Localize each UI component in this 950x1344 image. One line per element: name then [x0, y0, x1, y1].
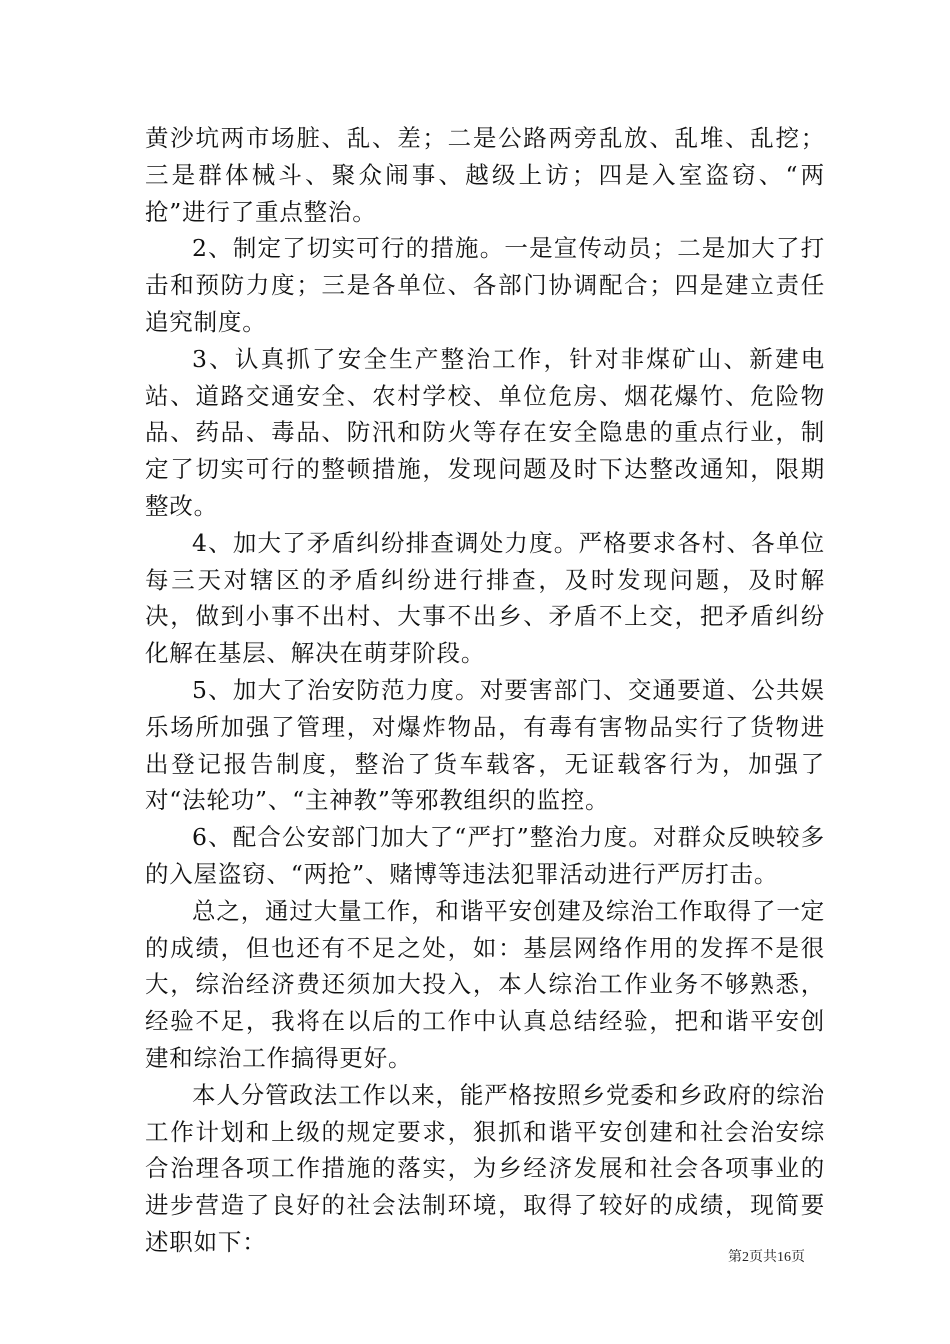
- page-footer: [728, 1248, 805, 1267]
- paragraph: 黄沙坑两市场脏、乱、差；二是公路两旁乱放、乱堆、乱挖；三是群体械斗、聚众闹事、越级上访；四是入室盗窃、“两抢”进行了重点整治。: [145, 124, 825, 226]
- page-total: 16: [777, 1250, 791, 1265]
- paragraph: 本人分管政法工作以来，能严格按照乡党委和乡政府的综治工作计划和上级的规定要求，狠抓和谐平安创建和社会治安综合治理各项工作措施的落实，为乡经济发展和社会各项事业的进步营造了良好的社会法制环境，取得了较好的成绩，现简要述职如下：: [145, 1080, 825, 1256]
- page-number-suffix: 页: [791, 1249, 805, 1265]
- paragraph: 总之，通过大量工作，和谐平安创建及综治工作取得了一定的成绩，但也还有不足之处，如：基层网络作用的发挥不是很大，综治经济费还须加大投入，本人综治工作业务不够熟悉，经验不足，我将在以后的工作中认真总结经验，把和谐平安创建和综治工作搞得更好。: [145, 896, 825, 1072]
- paragraph: 4、加大了矛盾纠纷排查调处力度。严格要求各村、各单位每三天对辖区的矛盾纠纷进行排查，及时发现问题，及时解决，做到小事不出村、大事不出乡、矛盾不上交，把矛盾纠纷化解在基层、解决在萌芽阶段。: [145, 528, 825, 668]
- paragraph: 5、加大了治安防范力度。对要害部门、交通要道、公共娱乐场所加强了管理，对爆炸物品，有毒有害物品实行了货物进出登记报告制度，整治了货车载客，无证载客行为，加强了对“法轮功”、“主神教”等邪教组织的监控。: [145, 675, 825, 815]
- page-number-middle: 页共: [749, 1249, 777, 1265]
- page-number: 2: [742, 1250, 749, 1265]
- paragraph: 2、制定了切实可行的措施。一是宣传动员；二是加大了打击和预防力度；三是各单位、各部门协调配合；四是建立责任追究制度。: [145, 234, 825, 336]
- body-text: [145, 120, 825, 1261]
- paragraph: 6、配合公安部门加大了“严打”整治力度。对群众反映较多的入屋盗窃、“两抢”、赌博等违法犯罪活动进行严厉打击。: [145, 823, 825, 888]
- page-number-prefix: 第: [728, 1249, 742, 1265]
- paragraph: 3、认真抓了安全生产整治工作，针对非煤矿山、新建电站、道路交通安全、农村学校、单位危房、烟花爆竹、危险物品、药品、毒品、防汛和防火等存在安全隐患的重点行业，制定了切实可行的整顿措施，发现问题及时下达整改通知，限期整改。: [145, 344, 825, 520]
